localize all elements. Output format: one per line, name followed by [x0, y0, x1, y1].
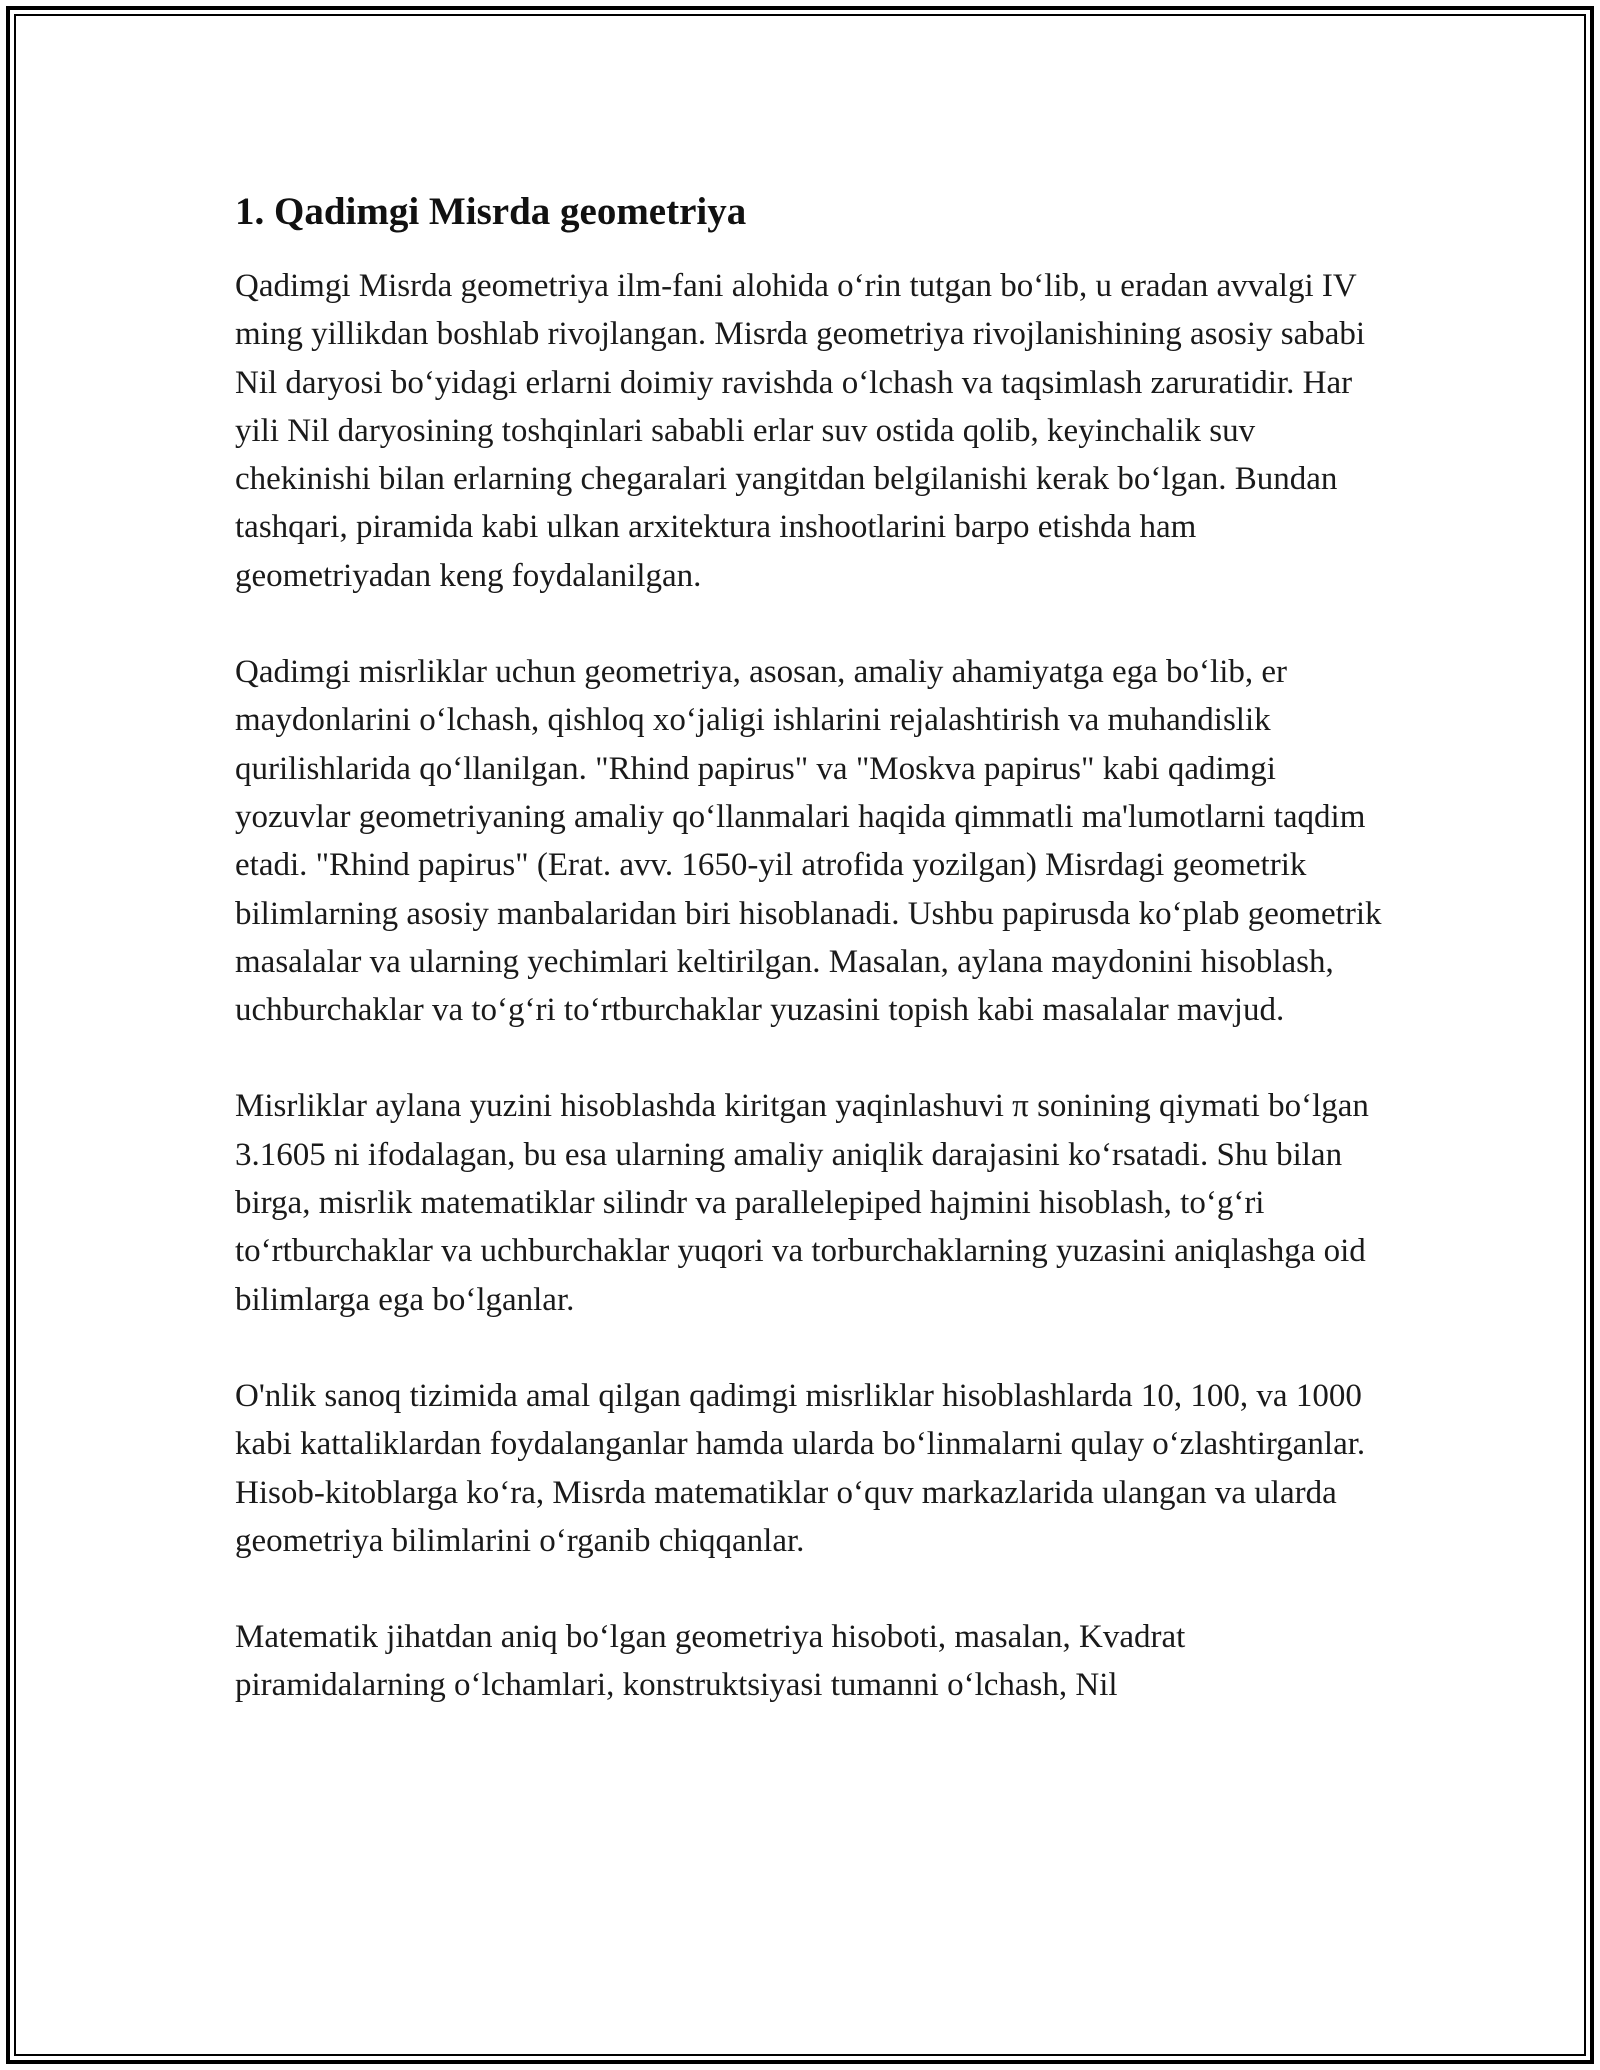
document-body — [235, 186, 1395, 1758]
paragraph-4: O'nlik sanoq tizimida amal qilgan qadimgi misrliklar hisoblashlarda 10, 100, va 1000 kabi kattaliklardan foydalanganlar hamda ularda boʻlinmalarni qulay oʻzlashtirganlar. Hisob-kitoblarga koʻra, Misrda matematiklar oʻquv markazlarida ulangan va ularda geometriya bilimlarini oʻrganib chiqqanlar. — [235, 1377, 1366, 1559]
paragraph-2: Qadimgi misrliklar uchun geometriya, asosan, amaliy ahamiyatga ega boʻlib, er maydonlarini oʻlchash, qishloq xoʻjaligi ishlarini rejalashtirish va muhandislik qurilishlarida qoʻllanilgan. "Rhind papirus" va "Moskva papirus" kabi qadimgi yozuvlar geometriyaning amaliy qoʻllanmalari haqida qimmatli ma'lumotlarni taqdim etadi. "Rhind papirus" (Erat. avv. 1650-yil atrofida yozilgan) Misrdagi geometrik bilimlarning asosiy manbalaridan biri hisoblanadi. Ushbu papirusda koʻplab geometrik masalalar va ularning yechimlari keltirilgan. Masalan, aylana maydonini hisoblash, uchburchaklar va toʻgʻri toʻrtburchaklar yuzasini topish kabi masalalar mavjud. — [235, 654, 1382, 1029]
section-title: 1. Qadimgi Misrda geometriya — [235, 190, 747, 233]
paragraph-1: Qadimgi Misrda geometriya ilm-fani alohida oʻrin tutgan boʻlib, u eradan avvalgi IV ming yillikdan boshlab rivojlangan. Misrda geometriya rivojlanishining asosiy sababi Nil daryosi boʻyidagi erlarni doimiy ravishda oʻlchash va taqsimlash zaruratidir. Har yili Nil daryosining toshqinlari sababli erlar suv ostida qolib, keyinchalik suv chekinishi bilan erlarning chegaralari yangitdan belgilanishi kerak boʻlgan. Bundan tashqari, piramida kabi ulkan arxitektura inshootlarini barpo etishda ham geometriyadan keng foydalanilgan. — [235, 268, 1366, 594]
paragraph-3: Misrliklar aylana yuzini hisoblashda kiritgan yaqinlashuvi π sonining qiymati boʻlgan 3.1605 ni ifodalagan, bu esa ularning amaliy aniqlik darajasini koʻrsatadi. Shu bilan birga, misrlik matematiklar silindr va parallelepiped hajmini hisoblash, toʻgʻri toʻrtburchaklar va uchburchaklar yuqori va torburchaklarning yuzasini aniqlashga oid bilimlarga ega boʻlganlar. — [235, 1088, 1369, 1318]
paragraph-5: Matematik jihatdan aniq boʻlgan geometriya hisoboti, masalan, Kvadrat piramidalarning oʻlchamlari, konstruktsiyasi tumanni oʻlchash, Nil — [235, 1619, 1186, 1704]
